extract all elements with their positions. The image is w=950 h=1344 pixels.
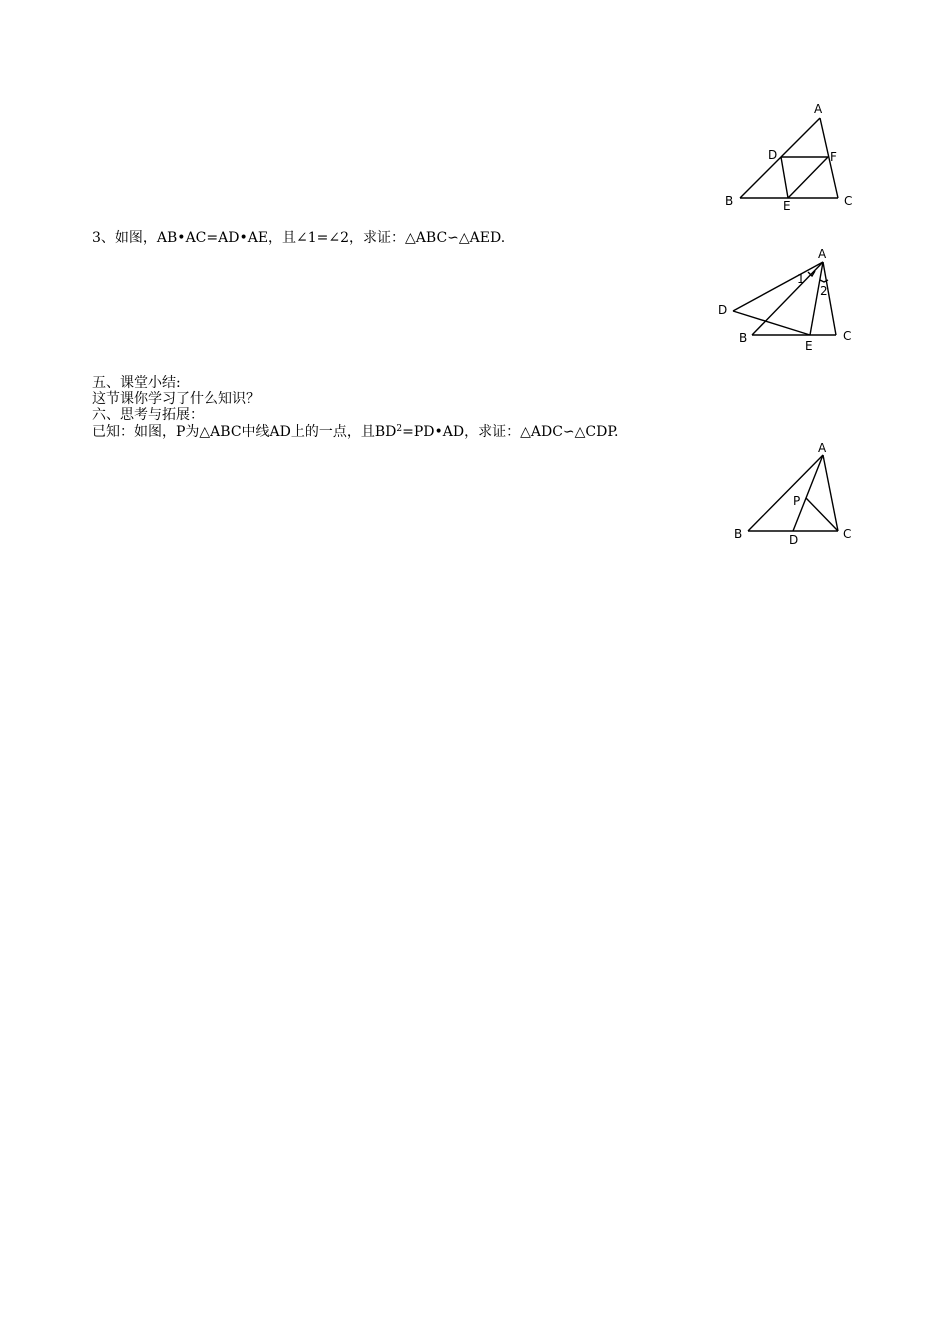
figure-triangle-median bbox=[715, 435, 875, 550]
label-a: A bbox=[818, 441, 827, 455]
label-angle-2: 2 bbox=[820, 284, 828, 298]
label-f: F bbox=[830, 150, 837, 164]
label-c: C bbox=[843, 527, 852, 541]
label-b: B bbox=[739, 331, 748, 345]
figure-triangle-angles bbox=[705, 240, 870, 355]
figure-triangle-def bbox=[700, 95, 880, 220]
label-angle-1: 1 bbox=[797, 272, 805, 286]
extension-text-before: 已知：如图，P为△ABC中线AD上的一点，且BD bbox=[92, 424, 397, 440]
label-a: A bbox=[818, 247, 827, 261]
segment-ef bbox=[788, 157, 828, 198]
label-a: A bbox=[814, 102, 823, 116]
label-d: D bbox=[768, 148, 778, 162]
label-c: C bbox=[843, 329, 852, 343]
segment-ad bbox=[793, 455, 823, 531]
segment-de bbox=[781, 157, 788, 198]
segment-ac bbox=[823, 262, 836, 335]
label-b: B bbox=[734, 527, 743, 541]
extension-problem-text bbox=[92, 424, 618, 440]
segment-ac bbox=[823, 455, 838, 531]
extension-heading: 六、思考与拓展： bbox=[92, 407, 204, 423]
label-e: E bbox=[783, 199, 791, 213]
label-b: B bbox=[725, 194, 734, 208]
label-d: D bbox=[718, 303, 728, 317]
segment-ab bbox=[748, 455, 823, 531]
summary-question: 这节课你学习了什么知识？ bbox=[92, 391, 260, 407]
problem-3-text: 3、如图，AB•AC=AD•AE，且∠1=∠2，求证：△ABC∽△AED. bbox=[92, 230, 506, 246]
extension-superscript: 2 bbox=[396, 424, 403, 434]
extension-text-after: =PD•AD，求证：△ADC∽△CDP. bbox=[402, 424, 619, 440]
label-e: E bbox=[805, 339, 813, 353]
label-d: D bbox=[789, 533, 799, 547]
summary-heading: 五、课堂小结: bbox=[92, 375, 181, 391]
label-p: P bbox=[793, 494, 801, 508]
segment-pc bbox=[806, 498, 838, 531]
segment-ab bbox=[740, 118, 820, 198]
segment-ad bbox=[733, 262, 823, 311]
label-c: C bbox=[844, 194, 853, 208]
